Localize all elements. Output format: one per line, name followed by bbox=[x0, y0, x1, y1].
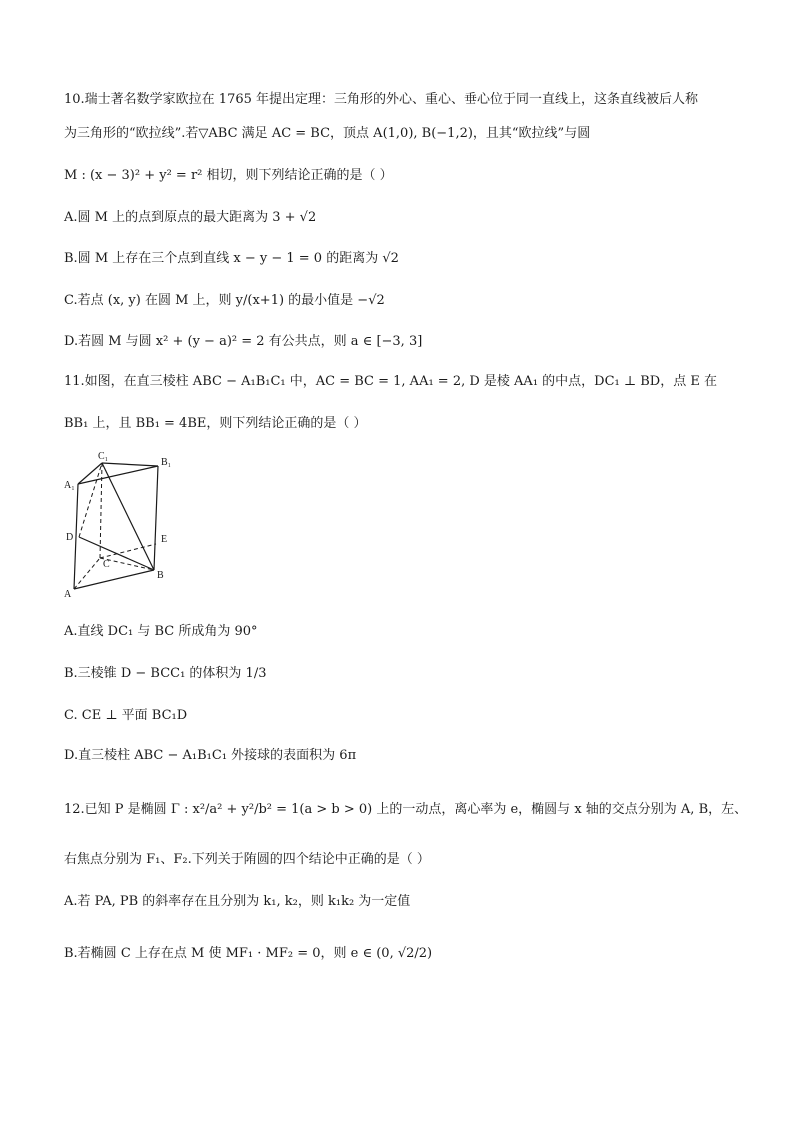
q11-option-c: C. CE ⊥ 平面 BC₁D bbox=[64, 708, 188, 723]
edge-a1-a bbox=[74, 484, 78, 589]
edge-a-b bbox=[74, 570, 154, 589]
q11-option-b: B.三棱锥 D − BCC₁ 的体积为 1/3 bbox=[64, 666, 267, 681]
q10-stem-line-1: 10.瑞士著名数学家欧拉在 1765 年提出定理：三角形的外心、重心、垂心位于同一直线上，这条直线被后人称 bbox=[64, 92, 699, 107]
label-a: A bbox=[64, 589, 72, 600]
q11-option-d: D.直三棱柱 ABC − A₁B₁C₁ 外接球的表面积为 6π bbox=[64, 748, 357, 763]
label-a1: A₁ bbox=[64, 480, 75, 491]
q12-option-a: A.若 PA, PB 的斜率存在且分别为 k₁, k₂，则 k₁k₂ 为一定值 bbox=[64, 894, 411, 909]
edge-c1-c-hidden bbox=[100, 463, 102, 558]
label-b1: B₁ bbox=[161, 457, 172, 468]
q11-stem-line-1: 11.如图，在直三棱柱 ABC − A₁B₁C₁ 中，AC = BC = 1, AA₁ = 2, D 是棱 AA₁ 的中点，DC₁ ⊥ BD，点 E 在 bbox=[64, 374, 717, 389]
label-d: D bbox=[66, 532, 74, 543]
q10-option-d: D.若圆 M 与圆 x² + (y − a)² = 2 有公共点，则 a ∈ [−3, 3] bbox=[64, 334, 423, 349]
q10-option-a: A.圆 M 上的点到原点的最大距离为 3 + √2 bbox=[64, 210, 317, 225]
q10-stem-line-2: 为三角形的“欧拉线”.若▽ABC 满足 AC = BC，顶点 A(1,0), B(−1,2)，且其“欧拉线”与圆 bbox=[64, 126, 591, 141]
q11-option-a: A.直线 DC₁ 与 BC 所成角为 90° bbox=[64, 624, 258, 639]
prism-figure bbox=[62, 450, 182, 600]
label-e: E bbox=[161, 534, 168, 545]
q12-stem-line-1: 12.已知 P 是椭圆 Γ : x²/a² + y²/b² = 1(a > b > 0) 上的一动点，离心率为 e，椭圆与 x 轴的交点分别为 A, B，左、 bbox=[64, 802, 748, 817]
edge-d-c1-hidden bbox=[79, 463, 102, 537]
edge-a1-b1 bbox=[78, 466, 158, 484]
label-c: C bbox=[103, 559, 110, 570]
edge-b1-b bbox=[154, 466, 158, 570]
label-b: B bbox=[157, 570, 164, 581]
edge-c1-b bbox=[102, 463, 154, 570]
q10-option-b: B.圆 M 上存在三个点到直线 x − y − 1 = 0 的距离为 √2 bbox=[64, 251, 399, 266]
q12-option-b: B.若椭圆 C 上存在点 M 使 MF₁ · MF₂ = 0，则 e ∈ (0, √2/2) bbox=[64, 946, 433, 961]
q10-stem-line-3: M : (x − 3)² + y² = r² 相切，则下列结论正确的是（ ） bbox=[64, 168, 393, 183]
q12-stem-line-2: 右焦点分别为 F₁、F₂.下列关于陏圆的四个结论中正确的是（ ） bbox=[64, 852, 430, 867]
q11-stem-line-2: BB₁ 上，且 BB₁ = 4BE，则下列结论正确的是（ ） bbox=[64, 416, 367, 431]
q10-option-c: C.若点 (x, y) 在圆 M 上，则 y/(x+1) 的最小值是 −√2 bbox=[64, 293, 385, 308]
edge-c1-b1 bbox=[102, 463, 158, 466]
label-c1: C₁ bbox=[98, 451, 109, 462]
